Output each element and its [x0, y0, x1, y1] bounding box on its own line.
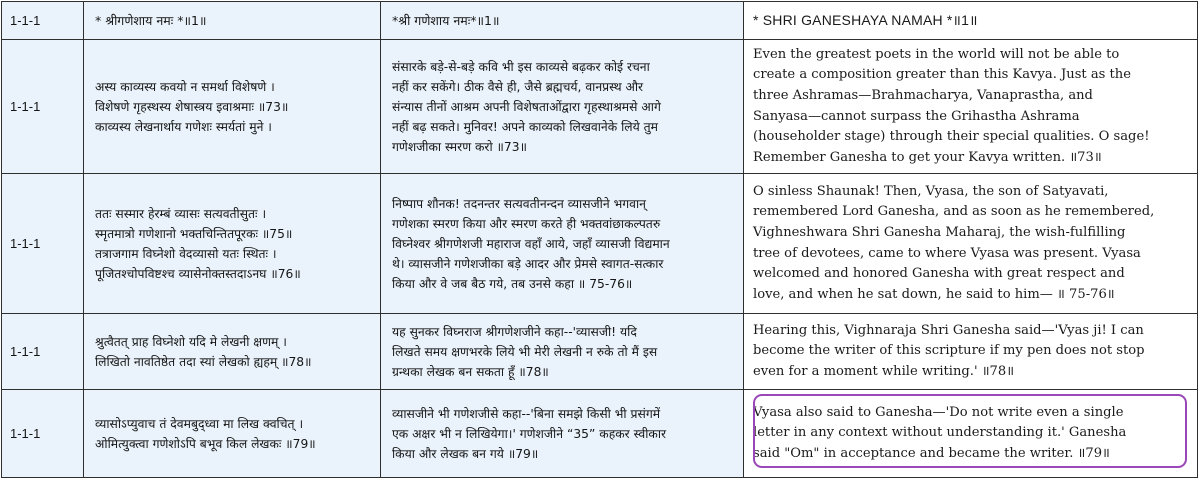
hindi-translation-cell — [381, 174, 744, 314]
hindi-line: एक अक्षर भी न लिखियेगा।' गणेशजीने “35” कहकर स्वीकार — [392, 426, 667, 441]
english-translation-cell — [744, 40, 1198, 174]
verse-id-cell: 1-1-1 — [2, 2, 84, 40]
english-line: said "Om" in acceptance and became the writer. ॥79॥ — [753, 445, 1110, 461]
english-line: Even the greatest poets in the world will not be able to — [753, 46, 1120, 62]
english-line: (householder stage) through their special qualities. O sage! — [753, 129, 1150, 145]
hindi-translation-cell — [381, 314, 744, 390]
hindi-line: नहीं बढ़ सकते। मुनिवर! अपने काव्यको लिखवानेके लिये तुम — [392, 119, 659, 134]
hindi-line: लिखते समय क्षणभरके लिये भी मेरी लेखनी न रुके तो मैं इस — [392, 344, 658, 359]
sanskrit-verse-cell — [84, 40, 381, 174]
hindi-line: गणेशका स्मरण किया और स्मरण करते ही भक्तवांछाकल्पतरु — [392, 216, 661, 231]
english-translation-cell — [744, 314, 1198, 390]
hindi-line: यह सुनकर विघ्नराज श्रीगणेशजीने कहा--'व्यासजी! यदि — [392, 324, 637, 339]
hindi-header-cell: *श्री गणेशाय नमः*॥1॥ — [381, 2, 744, 40]
sanskrit-line: अस्य काव्यस्य कवयो न समर्था विशेषणे । — [95, 79, 275, 94]
verse-id-cell: 1-1-1 — [2, 390, 84, 478]
verse-id-cell: 1-1-1 — [2, 174, 84, 314]
sanskrit-line: काव्यस्य लेखनार्थाय गणेशः स्मर्यतां मुने । — [95, 119, 272, 134]
hindi-line: व्यासजीने भी गणेशजीसे कहा--'बिना समझे किसी भी प्रसंगमें — [392, 406, 661, 421]
verse-id-cell: 1-1-1 — [2, 40, 84, 174]
sanskrit-line: व्यासोऽप्युवाच तं देवमबुद्ध्वा मा लिख क्वचित् । — [95, 416, 304, 431]
table-row — [2, 40, 1198, 174]
english-translation-cell — [744, 390, 1198, 478]
sanskrit-header-cell: * श्रीगणेशाय नमः *॥1॥ — [84, 2, 381, 40]
verse-rows — [2, 40, 1198, 478]
english-translation-cell — [744, 174, 1198, 314]
sanskrit-line: ओमित्युक्त्वा गणेशोऽपि बभूव किल लेखकः ॥79॥ — [95, 436, 316, 451]
english-header-cell: * SHRI GANESHAYA NAMAH *॥1॥ — [744, 2, 1198, 40]
hindi-line: किया और लेखक बन गये ॥79॥ — [392, 446, 539, 461]
hindi-line: ग्रन्थका लेखक बन सकता हूँ ॥78॥ — [392, 364, 549, 379]
table-row — [2, 390, 1198, 478]
hindi-line: नहीं कर सकेंगे। ठीक वैसे ही, जैसे ब्रह्मचर्य, वानप्रस्थ और — [392, 79, 644, 94]
english-line: welcomed and honored Ganesha with great respect and — [753, 266, 1125, 282]
english-line: become the writer of this scripture if my pen does not stop — [753, 343, 1145, 359]
sanskrit-verse-cell — [84, 314, 381, 390]
sanskrit-line: ततः सस्मार हेरम्बं व्यासः सत्यवतीसुतः । — [95, 206, 267, 221]
sanskrit-line: लिखितो नावतिष्ठेत तदा स्यां लेखको ह्यहम् ॥78॥ — [95, 354, 312, 369]
hindi-line: निष्पाप शौनक! तदनन्तर सत्यवतीनन्दन व्यासजीने भगवान् — [392, 196, 647, 211]
hindi-line: किया और वे जब बैठ गये, तब उनसे कहा ॥ 75-76॥ — [392, 276, 633, 291]
hindi-line: विघ्नेश्वर श्रीगणेशजी महाराज वहाँ आये, जहाँ व्यासजी विद्यमान — [392, 236, 670, 251]
english-line: create a composition greater than this Kavya. Just as the — [753, 67, 1131, 83]
english-line: love, and when he sat down, he said to him— ॥ 75-76॥ — [753, 286, 1115, 302]
hindi-translation-cell — [381, 390, 744, 478]
english-line: Sanyasa—cannot surpass the Grihastha Ashrama — [753, 108, 1080, 124]
verse-table — [1, 1, 1198, 478]
english-line: Vighneshwara Shri Ganesha Maharaj, the wish-fulfilling — [753, 224, 1126, 240]
table-header-row — [2, 2, 1198, 40]
hindi-line: गणेशजीका स्मरण करो ॥73॥ — [392, 139, 527, 154]
sanskrit-line: विशेषणे गृहस्थस्य शेषास्त्रय इवाश्रमाः ॥73॥ — [95, 99, 289, 114]
sanskrit-line: स्मृतमात्रो गणेशानो भक्तचिन्तितपूरकः ॥75॥ — [95, 226, 293, 241]
hindi-translation-cell — [381, 40, 744, 174]
english-line: letter in any context without understanding it.' Ganesha — [753, 425, 1127, 441]
sanskrit-line: तत्राजगाम विघ्नेशो वेदव्यासो यतः स्थितः । — [95, 246, 277, 261]
sanskrit-line: श्रुत्वैतत् प्राह विघ्नेशो यदि मे लेखनी क्षणम् । — [95, 334, 287, 349]
english-line: Remember Ganesha to get your Kavya written. ॥73॥ — [753, 149, 1102, 165]
hindi-line: संन्यास तीनों आश्रम अपनी विशेषताओंद्वारा गृहस्थाश्रमसे आगे — [392, 99, 661, 114]
english-line: tree of devotees, came to where Vyasa was present. Vyasa — [753, 245, 1141, 261]
hindi-line: थे। व्यासजीने गणेशजीका बड़े आदर और प्रेमसे स्वागत-सत्कार — [392, 256, 664, 271]
sanskrit-verse-cell — [84, 390, 381, 478]
verse-id-cell: 1-1-1 — [2, 314, 84, 390]
english-line: remembered Lord Ganesha, and as soon as he remembered, — [753, 204, 1155, 220]
english-line: Vyasa also said to Ganesha—'Do not write even a single — [753, 404, 1124, 420]
sanskrit-verse-cell — [84, 174, 381, 314]
table-row — [2, 314, 1198, 390]
sanskrit-line: पूजितश्चोपविष्टश्च व्यासेनोक्तस्तदाऽनघ ॥76॥ — [95, 266, 301, 281]
english-line: three Ashramas—Brahmacharya, Vanaprastha, and — [753, 87, 1093, 103]
english-line: even for a moment while writing.' ॥78॥ — [753, 363, 1015, 379]
english-line: O sinless Shaunak! Then, Vyasa, the son of Satyavati, — [753, 183, 1109, 199]
table-row — [2, 174, 1198, 314]
english-line: Hearing this, Vighnaraja Shri Ganesha said—'Vyas ji! I can — [753, 322, 1144, 338]
hindi-line: संसारके बड़े-से-बड़े कवि भी इस काव्यसे बढ़कर कोई रचना — [392, 59, 650, 74]
